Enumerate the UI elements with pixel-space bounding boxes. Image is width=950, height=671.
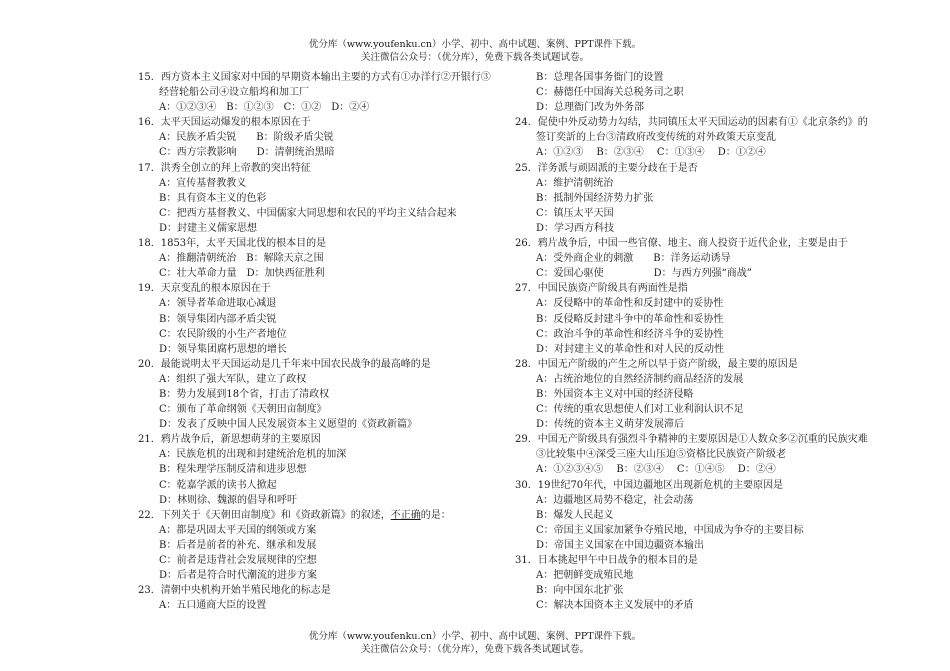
line-text: C：颁布了革命纲领《天朝田亩制度》 [159, 404, 327, 416]
answer-option [138, 130, 498, 145]
line-text: A：边疆地区局势不稳定，社会动荡 [536, 494, 694, 506]
answer-option [515, 568, 895, 583]
question-stem [138, 115, 498, 130]
line-text: B：后者是前者的补充、继承和发展 [159, 539, 317, 551]
answer-option [515, 221, 895, 236]
question-stem [515, 115, 895, 130]
answer-option [138, 296, 498, 311]
answer-option [515, 372, 895, 387]
answer-option [515, 493, 895, 508]
answer-option [138, 553, 498, 568]
line-text: B：程朱理学压制反清和进步思想 [159, 464, 307, 476]
answer-option [138, 342, 498, 357]
question-stem [515, 553, 895, 568]
answer-option [515, 70, 895, 85]
answer-option [138, 387, 498, 402]
question-stem-continued [138, 85, 498, 100]
answer-option [138, 402, 498, 417]
question-stem [515, 281, 895, 296]
line-text: C：把西方基督教义、中国儒家大同思想和农民的平均主义结合起来 [159, 207, 457, 219]
line-text: C：传统的重农思想使人们对工业利润认识不足 [536, 404, 744, 416]
line-text: 25．洋务派与顽固派的主要分歧在于是否 [515, 162, 698, 174]
answer-option [138, 251, 498, 266]
line-text: A：反侵略中的革命性和反封建中的妥协性 [536, 298, 724, 310]
footer-line-1: 优分库（www.youfenku.cn）小学、初中、高中试题、案例、PPT课件下载。 [308, 631, 642, 642]
line-text: D：对封建主义的革命性和对人民的反动性 [536, 343, 725, 355]
right-column [515, 70, 895, 613]
footer-line-2: 关注微信公众号：（优分库），免费下载各类试题试卷。 [360, 644, 589, 655]
answer-option [515, 266, 895, 281]
answer-option [138, 372, 498, 387]
question-stem [515, 357, 895, 372]
line-text: A：五口通商大臣的设置 [159, 600, 267, 612]
line-text: 30．19世纪70年代，中国边疆地区出现新危机的主要原因是 [515, 479, 784, 491]
answer-option [515, 523, 895, 538]
answer-option [515, 583, 895, 598]
line-text: D：传统的资本主义萌芽发展滞后 [536, 419, 685, 431]
line-text: 18．1853年，太平天国北伐的根本目的是 [138, 238, 327, 250]
answer-option [138, 206, 498, 221]
line-text: C：农民阶级的小生产者地位 [159, 328, 287, 340]
line-text: D：后者是符合时代潮流的进步方案 [159, 570, 318, 582]
line-text: B：外国资本主义对中国的经济侵略 [536, 388, 694, 400]
question-stem [138, 583, 498, 598]
line-text: C：前者是违背社会发展规律的空想 [159, 555, 317, 566]
line-text: A：领导者革命进取心减退 [159, 298, 277, 310]
question-stem [138, 432, 498, 447]
header-line-2: 关注微信公众号：（优分库），免费下载各类试题试卷。 [360, 52, 589, 63]
line-text: 21．鸦片战争后，新思想萌芽的主要原因 [138, 434, 321, 446]
answer-option [138, 417, 498, 432]
answer-option [515, 312, 895, 327]
question-stem [515, 236, 895, 251]
answer-option [515, 462, 895, 477]
answer-option [138, 598, 498, 613]
answer-option [138, 447, 498, 462]
answer-option [515, 296, 895, 311]
line-text: 经营轮船公司④设立船坞和加工厂 [159, 87, 309, 99]
answer-option [138, 493, 498, 508]
answer-option [138, 327, 498, 342]
line-text: 16．太平天国运动爆发的根本原因在于 [138, 117, 311, 129]
line-text: D：林则徐、魏源的倡导和呼吁 [159, 494, 298, 506]
line-text: B：领导集团内部矛盾尖锐 [159, 313, 277, 325]
answer-option [138, 538, 498, 553]
answer-option [138, 568, 498, 583]
line-text: B：抵制外国经济势力扩张 [536, 192, 654, 204]
line-text: 19．天京变乱的根本原因在于 [138, 283, 271, 295]
line-text: D：领导集团腐朽思想的增长 [159, 343, 288, 355]
line-text: 31．日本挑起甲午中日战争的根本目的是 [515, 555, 698, 566]
answer-option [138, 145, 498, 160]
question-stem [138, 236, 498, 251]
answer-option [515, 342, 895, 357]
line-text: A：①②③④ B：①②③ C：①② D：②④ [159, 102, 370, 114]
line-text: A：民族矛盾尖锐 B：阶级矛盾尖锐 [159, 132, 334, 144]
line-text: A：把朝鲜变成殖民地 [536, 570, 634, 582]
answer-option [515, 417, 895, 432]
line-text: A：民族危机的出现和封建统治危机的加深 [159, 449, 347, 461]
line-text: A：组织了强大军队，建立了政权 [159, 373, 307, 385]
answer-option [515, 598, 895, 613]
question-stem [515, 432, 895, 447]
line-text: 20．最能说明太平天国运动是几千年来中国农民战争的最高峰的是 [138, 358, 431, 370]
answer-option [515, 508, 895, 523]
answer-option [515, 145, 895, 160]
answer-option [515, 327, 895, 342]
answer-option [515, 100, 895, 115]
answer-option [138, 191, 498, 206]
left-column [138, 70, 498, 613]
line-text: C：帝国主义国家加紧争夺殖民地，中国成为争夺的主要目标 [536, 524, 804, 536]
answer-option [138, 176, 498, 191]
line-text: A：①②③ B：②③④ C：①③④ D：①②④ [536, 147, 766, 159]
answer-option [515, 191, 895, 206]
line-text: C：壮大革命力量 D：加快西征胜利 [159, 268, 325, 280]
line-text: A：宣传基督教教义 [159, 177, 247, 189]
question-stem-continued [515, 130, 895, 145]
line-text: A：受外商企业的刺激 B：洋务运动诱导 [536, 253, 731, 265]
line-text: 27．中国民族资产阶级具有两面性是指 [515, 283, 688, 295]
line-text: 24．促使中外反动势力勾结，共同镇压太平天国运动的因素有①《北京条约》的 [515, 117, 868, 129]
answer-option [515, 251, 895, 266]
line-text: 17．洪秀全创立的拜上帝教的突出特征 [138, 162, 311, 174]
line-text: 22．下列关于《天朝田亩制度》和《资政新篇》的叙述， [138, 509, 391, 521]
line-text: C：西方宗教影响 D：清朝统治黑暗 [159, 147, 335, 159]
line-text: 签订奕訢的上台③清政府改变传统的对外政策天京变乱 [536, 132, 776, 144]
answer-option [515, 402, 895, 417]
answer-option [515, 538, 895, 553]
answer-option [515, 176, 895, 191]
line-text: A：都是巩固太平天国的纲领或方案 [159, 524, 317, 536]
question-stem [138, 281, 498, 296]
answer-option [138, 312, 498, 327]
answer-option [515, 387, 895, 402]
line-text: 15．西方资本主义国家对中国的早期资本输出主要的方式有①办洋行②开银行③ [138, 72, 491, 83]
line-text: D：封建主义儒家思想 [159, 222, 258, 234]
answer-option [138, 523, 498, 538]
line-text: C：爱国心驱使 D：与西方列强“商战” [536, 268, 752, 280]
line-text: D：总理衙门改为外务部 [536, 102, 645, 114]
question-stem-continued [515, 447, 895, 462]
line-text: A：维护清朝统治 [536, 177, 614, 189]
question-stem [138, 161, 498, 176]
line-text: C：赫德任中国海关总税务司之职 [536, 87, 684, 99]
line-text: D：帝国主义国家在中国边疆资本输出 [536, 539, 705, 551]
line-text: ③比较集中④深受三座大山压迫⑤资格比民族资产阶级老 [536, 449, 786, 461]
line-text: A：推翻清朝统治 B：解除天京之围 [159, 253, 324, 265]
line-text: 23．清朝中央机构开始半殖民地化的标志是 [138, 585, 331, 597]
line-text: 28．中国无产阶级的产生之所以早于资产阶级，最主要的原因是 [515, 358, 798, 370]
page-footer [0, 630, 950, 656]
answer-option [138, 462, 498, 477]
question-stem [515, 478, 895, 493]
header-line-1: 优分库（www.youfenku.cn）小学、初中、高中试题、案例、PPT课件下载。 [308, 39, 642, 50]
line-text: C：镇压太平天国 [536, 207, 614, 219]
answer-option [138, 478, 498, 493]
line-text: B：具有资本主义的色彩 [159, 192, 267, 204]
line-text: A：占统治地位的自然经济制约商品经济的发展 [536, 373, 744, 385]
line-text: B：爆发人民起义 [536, 509, 614, 521]
line-text: D：发表了反映中国人民发展资本主义愿望的《资政新篇》 [159, 419, 418, 431]
line-text: B：总理各国事务衙门的设置 [536, 72, 664, 83]
line-text: A：①②③④⑤ B：②③④ C：①④⑤ D：②④ [536, 464, 776, 476]
line-text: C：乾嘉学派的读书人掀起 [159, 479, 277, 491]
page-header [0, 38, 950, 64]
line-text: B：势力发展到18个省，打击了清政权 [159, 388, 330, 400]
answer-option [515, 85, 895, 100]
line-text: B：反侵略反封建斗争中的革命性和妥协性 [536, 313, 724, 325]
answer-option [138, 221, 498, 236]
question-stem [138, 70, 498, 85]
line-text: C：政治斗争的革命性和经济斗争的妥协性 [536, 328, 724, 340]
line-text: 29．中国无产阶级具有强烈斗争精神的主要原因是①人数众多②沉重的民族灾难 [515, 434, 868, 446]
underlined-text: 不正确 [390, 509, 421, 521]
answer-option [515, 206, 895, 221]
line-text: 26．鸦片战争后，中国一些官僚、地主、商人投资于近代企业，主要是由于 [515, 238, 848, 250]
line-text: B：向中国东北扩张 [536, 585, 624, 597]
line-text-tail: 的是： [420, 509, 451, 521]
line-text: C：解决本国资本主义发展中的矛盾 [536, 600, 694, 612]
question-stem [138, 508, 498, 523]
question-stem [138, 357, 498, 372]
answer-option [138, 100, 498, 115]
answer-option [138, 266, 498, 281]
question-stem [515, 161, 895, 176]
line-text: D：学习西方科技 [536, 222, 615, 234]
